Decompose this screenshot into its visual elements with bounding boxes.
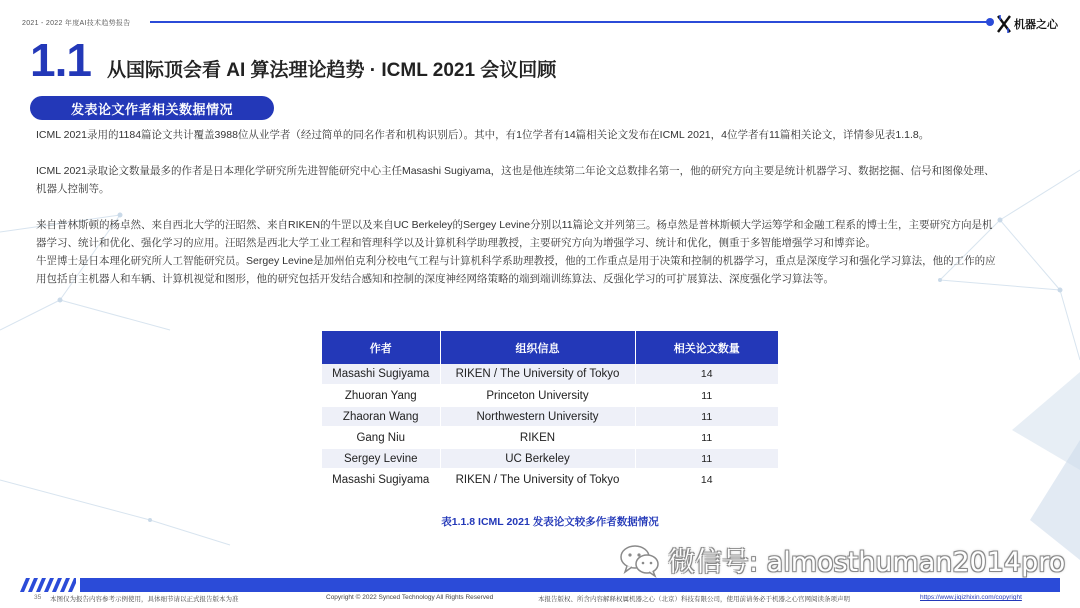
paragraph-4-line-1: 牛罡博士是日本理化研究所人工智能研究员。Sergey Levine是加州伯克利分校电气工程与计算机科学系助理教授，他的工作重点是用于决策和控制的机器学习，重点是深度学习和强化学习算法，他的工作的应 [36,255,996,267]
table-caption: 表1.1.8 ICML 2021 发表论文较多作者数据情况 [441,516,659,528]
table-row [322,364,778,385]
brand [996,14,1058,34]
organization-cell: Northwestern University [440,406,635,427]
organization-cell: RIKEN [440,427,635,448]
section-number: 1.1 [30,34,91,86]
brand-name: 机器之心 [1014,19,1058,31]
table-row [322,406,778,427]
paper-count-cell: 14 [635,469,778,490]
synced-logo-icon [996,14,1012,34]
footer-bar [80,578,1060,592]
footer-rights-note: 本报告版权、所含内容解释权属机器之心（北京）科技有限公司，使用前请务必于机器之心官网阅读条项声明 [538,596,850,603]
author-cell: Gang Niu [322,427,440,448]
wechat-watermark [618,540,1065,579]
header-rule-dot [986,18,994,26]
author-cell: Zhaoran Wang [322,406,440,427]
column-header-organization: 组织信息 [440,331,635,364]
organization-cell: UC Berkeley [440,448,635,469]
page-number: 35 [34,594,42,601]
footer-stripes-decoration [20,578,76,592]
page-footer [22,594,1062,606]
copyright-link[interactable]: https://www.jiqizhixin.com/copyright [920,594,1022,601]
section-title: 从国际顶会看 AI 算法理论趋势 · ICML 2021 会议回顾 [106,60,557,81]
paper-count-cell: 11 [635,448,778,469]
footer-disclaimer: 本图仅为报告内容参考示例使用，具体细节请以正式报告版本为准 [50,596,239,603]
column-header-paper-count: 相关论文数量 [635,331,778,364]
paragraph-3-line-1: 来自普林斯顿的杨卓然、来自西北大学的汪昭然、来自RIKEN的牛罡以及来自UC Berkeley的Sergey Levine分别以11篇论文并列第三。杨卓然是普林斯顿大学运筹学和金融工程系的博士生，主要研究方向是机 [36,219,993,231]
table-header-row [322,331,778,364]
page-header [0,0,1080,40]
body-text [36,126,1032,288]
paragraph-2-line-2: 机器人控制等。 [36,183,110,195]
table-row [322,385,778,406]
column-header-author: 作者 [322,331,440,364]
paragraph-1: ICML 2021录用的1184篇论文共计覆盖3988位从业学者（经过简单的同名作者和机构识别后）。其中，有1位学者有14篇相关论文发布在ICML 2021，4位学者有11篇相关论文，详情参见表1.1.8。 [36,129,930,141]
author-cell: Masashi Sugiyama [322,364,440,385]
author-cell: Sergey Levine [322,448,440,469]
table-row [322,448,778,469]
organization-cell: RIKEN / The University of Tokyo [440,364,635,385]
organization-cell: Princeton University [440,385,635,406]
author-cell: Masashi Sugiyama [322,469,440,490]
author-data-table [322,331,778,491]
author-cell: Zhuoran Yang [322,385,440,406]
wechat-icon [618,542,662,578]
table-row [322,469,778,490]
organization-cell: RIKEN / The University of Tokyo [440,469,635,490]
paragraph-4-line-2: 用包括自主机器人和车辆、计算机视觉和图形，他的研究包括开发结合感知和控制的深度神经网络策略的端到端训练算法、反强化学习的可扩展算法、深度强化学习算法等。 [36,273,834,285]
paragraph-2-line-1: ICML 2021录取论文数量最多的作者是日本理化学研究所先进智能研究中心主任Masashi Sugiyama，这也是他连续第二年论文总数排名第一，他的研究方向主要是统计机器学习、数据挖掘、信号和图像处理、 [36,165,995,177]
footer-band [20,578,1060,592]
paper-count-cell: 14 [635,364,778,385]
wechat-id-text: 微信号: almosthuman2014pro [668,547,1066,578]
paper-count-cell: 11 [635,427,778,448]
header-rule [150,21,988,23]
table-row [322,427,778,448]
footer-copyright: Copyright © 2022 Synced Technology All Rights Reserved [326,594,494,601]
paragraph-3-line-2: 器学习、统计和优化、强化学习的应用。汪昭然是西北大学工业工程和管理科学以及计算机科学助理教授，主要研究方向为增强学习、统计和优化，侧重于多智能增强学习和博弈论。 [36,237,876,249]
report-title: 2021 - 2022 年度AI技术趋势报告 [22,20,131,27]
subsection-title: 发表论文作者相关数据情况 [30,96,274,120]
section-heading [30,34,557,86]
paper-count-cell: 11 [635,406,778,427]
paper-count-cell: 11 [635,385,778,406]
